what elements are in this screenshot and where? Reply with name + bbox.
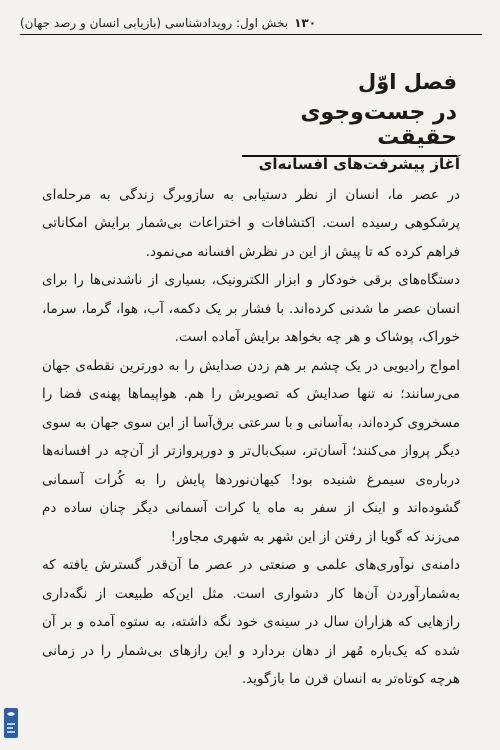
running-title: بخش اول: رویدادشناسی (بازیابی انسان و رصد جهان) bbox=[20, 16, 289, 30]
paragraph: دستگاه‌های برقی خودکار و ابزار الکترونیک، بسیاری از ناشدنی‌ها را برای انسان عصر ما شدنی کرده‌اند. با فشار بر یک دکمه، آب، هوا، گرما، سرما، خوراک، پوشاک و هر چه بخواهد برایش آماده است. bbox=[42, 272, 460, 345]
chapter-label: فصل اوّل bbox=[358, 70, 457, 94]
paragraph: امواج رادیویی در یک چشم بر هم زدن صدایش را به دورترین نقطه‌ی جهان می‌رسانند؛ نه تنها صدایش که تصویرش را هم. هواپیماها پهنه‌ی فضا را مسخروی کرده‌اند، به‌آسانی و با سرعتی برق‌آسا از این سوی جهان به سوی دیگر پرواز می‌کنند؛ آسان‌تر، سبک‌بال‌تر و دورپروازتر از آن‌چه در افسانه‌ها درباره‌ی سیمرغ شنیده بود! کیهان‌نوردها پایش را به کُرات آسمانی گشوده‌اند و اینک از سفر به ماه یا کرات آسمانی دیگر چنان ساده دم می‌زند که گویا از رفتن از این شهر به شهری مجاور! bbox=[42, 357, 460, 545]
running-header bbox=[20, 12, 482, 35]
chapter-heading bbox=[242, 70, 457, 157]
page-number: ۱۳۰ bbox=[294, 16, 317, 30]
paragraph: دامنه‌ی نوآوری‌های علمی و صنعتی در عصر ما آن‌قدر گسترش یافته که به‌شمارآوردن آن‌ها کار دشواری است. مثل این‌که طبیعت از نگه‌داری رازهایی که هزاران سال در سینه‌ی خود نگه داشته، به ستوه آمده و بر آن شده که یک‌باره مُهر از دهان بردارد و این رازهای بی‌شمار را در زمانی هرچه کوتاه‌تر به انسان قرن ما بازگوید. bbox=[42, 557, 460, 687]
chapter-title: در جست‌وجوی حقیقت bbox=[242, 100, 457, 157]
publisher-logo-icon bbox=[2, 706, 24, 740]
body-text bbox=[42, 150, 460, 694]
paragraph: در عصر ما، انسان از نظر دستیابی به سازوبرگ زندگی به مرحله‌ای پرشکوهی رسیده است. اکتشافات و اختراعات بی‌شمار برایش امکاناتی فراهم کرده که تا پیش از این در نظرش افسانه می‌نمود. bbox=[42, 186, 460, 260]
section-heading: آغاز پیشرفت‌های افسانه‌ای bbox=[258, 155, 460, 173]
